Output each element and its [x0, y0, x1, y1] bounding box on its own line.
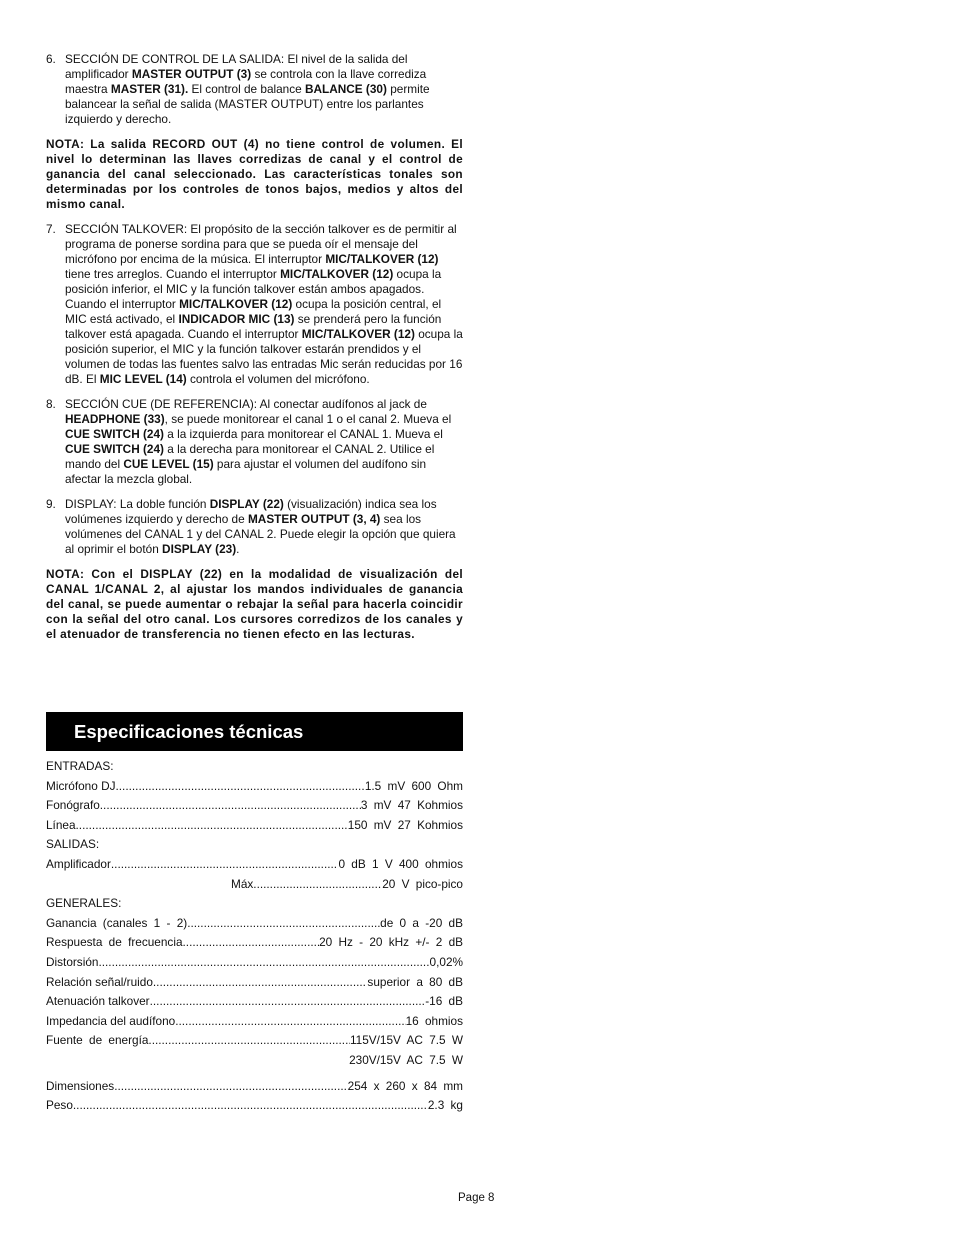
note-record-out: NOTA: La salida RECORD OUT (4) no tiene control de volumen. El nivel lo determinan las llaves corredizas de canal y el control de ganancia del canal seleccionado. Las características tonales son determinadas por los controles de tonos bajos, medios y altos del mismo canal. [46, 137, 463, 211]
control-reference: BALANCE (30) [304, 82, 387, 96]
item-number: 9. [46, 497, 56, 511]
control-reference: DISPLAY (22) [209, 497, 284, 511]
text-run: (visualización) indica sea los volúmenes izquierdo y derecho de [65, 497, 437, 526]
text-run: El control de balance [188, 82, 305, 96]
text-run: SECCIÓN DE CONTROL DE LA SALIDA: El nivel de la salida del amplificador [65, 52, 408, 81]
text-run: ocupa la posición superior, el MIC y la función talkover estarán prendidos y el volumen de todas las fuentes salvo las entradas Mic serán reducidas por 16 dB. El [65, 327, 463, 386]
text-run: sea los volúmenes del CANAL 1 y del CANAL 2. Puede elegir la opción que quiera al oprimir el botón [65, 512, 456, 556]
text-run: SECCIÓN TALKOVER: El propósito de la sección talkover es de permitir al programa de ponerse sordina para que se pueda oír el mensaje del micrófono por encima de la música. El interruptor [65, 222, 457, 266]
item-text [65, 222, 463, 387]
item-text [65, 52, 463, 127]
item-text [65, 397, 463, 487]
text-run: se controla con la llave corrediza maestra [65, 67, 427, 96]
control-reference: MASTER (31). [110, 82, 189, 96]
control-reference: MASTER OUTPUT (3) [131, 67, 252, 81]
text-run: a la izquierda para monitorear el CANAL 1. Mueva el [163, 427, 443, 441]
section-7-talkover [46, 222, 463, 387]
control-reference: DISPLAY (23) [162, 542, 237, 556]
text-run: permite balancear la señal de salida (MASTER OUTPUT) entre los parlantes izquierdo y derecho. [65, 82, 430, 126]
spec-row-mic: Micrófono DJ ..... 1.5 mV 600 Ohm [46, 777, 463, 797]
spec-row-weight: Peso ..... 2.3 kg [46, 1096, 463, 1116]
control-reference: MIC/TALKOVER (12) [325, 252, 439, 266]
text-run: DISPLAY: La doble función [65, 497, 210, 511]
spec-group-salidas: SALIDAS: [46, 837, 100, 852]
section-9-display [46, 497, 463, 557]
instructions-column [46, 52, 463, 652]
spec-group-entradas: ENTRADAS: [46, 759, 114, 773]
control-reference: CUE LEVEL (15) [123, 457, 214, 471]
text-run: . [236, 542, 240, 556]
text-run: se prenderá pero la función talkover está apagada. Cuando el interruptor [65, 312, 442, 341]
item-text [65, 497, 463, 557]
section-8-cue [46, 397, 463, 487]
spec-row-max: Máx ..... 20 V pico-pico [46, 875, 463, 895]
control-reference: HEADPHONE (33) [65, 412, 165, 426]
text-run: controla el volumen del micrófono. [186, 372, 370, 386]
spec-row-gain: Ganancia (canales 1 - 2) ..... de 0 a -20 dB [46, 914, 463, 934]
control-reference: INDICADOR MIC (13) [178, 312, 295, 326]
control-reference: MIC/TALKOVER (12) [301, 327, 415, 341]
text-run: SECCIÓN CUE (DE REFERENCIA): Al conectar audífonos al jack de [65, 397, 427, 411]
spec-row-frequency: Respuesta de frecuencia ..... 20 Hz - 20 kHz +/- 2 dB [46, 933, 463, 953]
item-number: 6. [46, 52, 56, 66]
spec-row-dimensions: Dimensiones ..... 254 x 260 x 84 mm [46, 1077, 463, 1097]
text-run: , se puede monitorear el canal 1 o el canal 2. Mueva el [164, 412, 452, 426]
spec-row-phono: Fonógrafo ..... 3 mV 47 Kohmios [46, 796, 463, 816]
text-run: ocupa la posición central, el MIC está activado, el [65, 297, 442, 326]
spec-row-amp: Amplificador ..... 0 dB 1 V 400 ohmios [46, 855, 463, 875]
text-run: ocupa la posición inferior, el MIC y la función talkover están ambos apagados. Cuando el interruptor [65, 267, 442, 311]
control-reference: CUE SWITCH (24) [65, 442, 164, 456]
text-run: tiene tres arreglos. Cuando el interruptor [65, 267, 281, 281]
text-run: para ajustar el volumen del audífono sin afectar la mezcla global. [65, 457, 427, 486]
note-display: NOTA: Con el DISPLAY (22) en la modalidad de visualización del CANAL 1/CANAL 2, al ajustar los mandos individuales de ganancia del canal, se puede aumentar o rebajar la señal para hacerla coincidir con la señal del otro canal. Los cursores corredizos de los canales y el atenuador de transferencia no tienen efecto en las lecturas. [46, 567, 463, 641]
spec-row-talkover: Atenuación talkover ..... -16 dB [46, 992, 463, 1012]
spec-row-headphone-impedance: Impedancia del audífono ..... 16 ohmios [46, 1012, 463, 1032]
control-reference: MIC/TALKOVER (12) [280, 267, 394, 281]
control-reference: MIC LEVEL (14) [99, 372, 187, 386]
specifications-heading: Especificaciones técnicas [46, 712, 463, 751]
spec-row-power-alt: 230V/15V AC 7.5 W [349, 1052, 463, 1067]
text-run: a la derecha para monitorear el CANAL 2. Utilice el mando del [65, 442, 435, 471]
item-number: 7. [46, 222, 56, 236]
spec-row-distortion: Distorsión ..... 0,02% [46, 953, 463, 973]
specifications-list [46, 757, 463, 1116]
spec-row-line: Línea ..... 150 mV 27 Kohmios [46, 816, 463, 836]
spec-group-generales: GENERALES: [46, 896, 122, 911]
section-6-output-control [46, 52, 463, 127]
control-reference: MASTER OUTPUT (3, 4) [247, 512, 381, 526]
control-reference: CUE SWITCH (24) [65, 427, 164, 441]
page-number: Page 8 [458, 1192, 495, 1204]
spec-row-snr: Relación señal/ruido ..... superior a 80 dB [46, 973, 463, 993]
spec-row-power: Fuente de energía ..... 115V/15V AC 7.5 W [46, 1031, 463, 1051]
control-reference: MIC/TALKOVER (12) [179, 297, 293, 311]
item-number: 8. [46, 397, 56, 411]
